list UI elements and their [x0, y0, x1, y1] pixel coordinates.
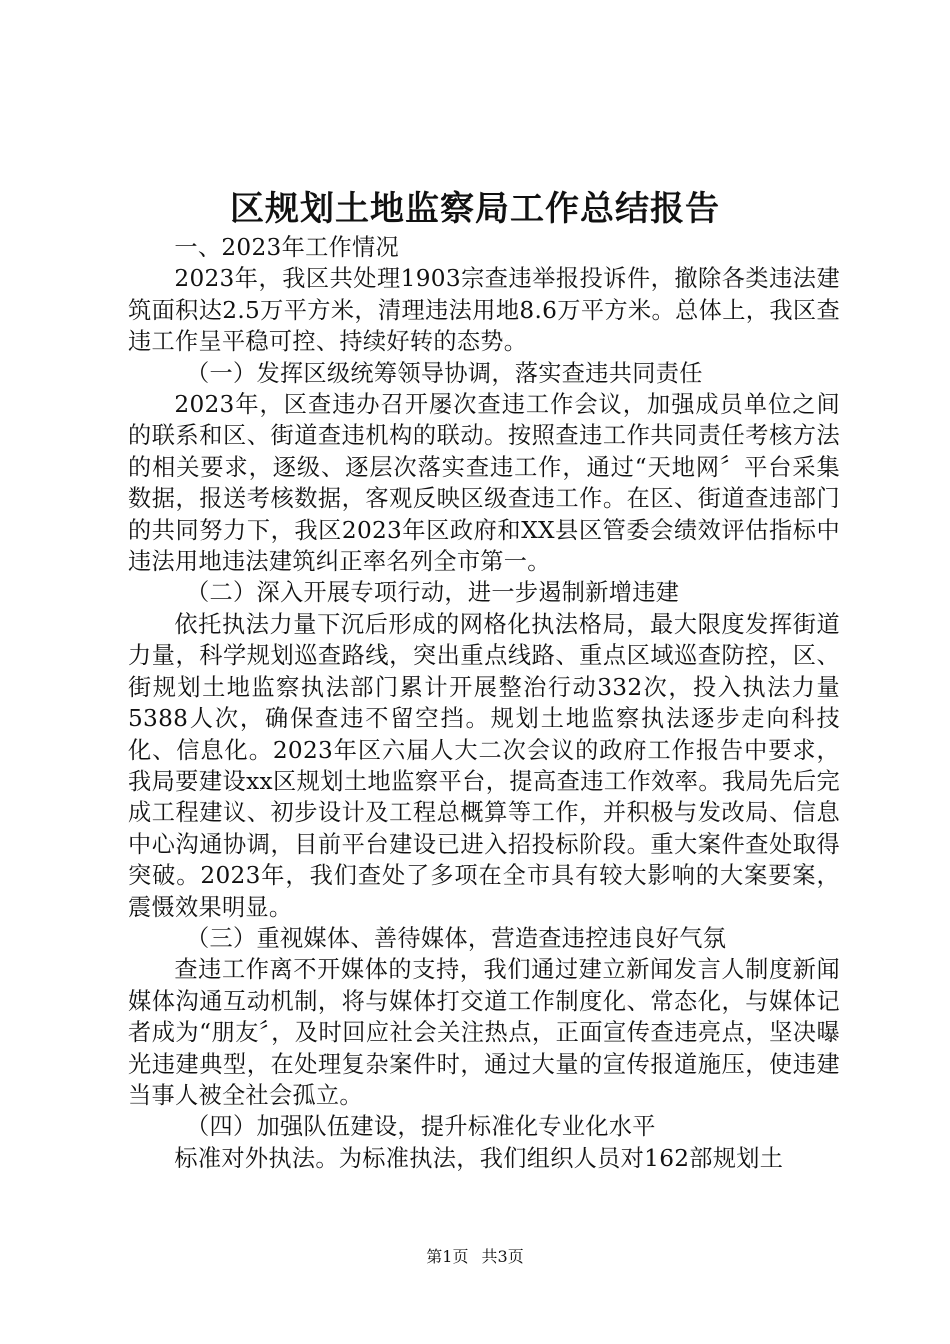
subsection-heading: （一）发挥区级统筹领导协调，落实查违共同责任	[186, 359, 703, 387]
page-total: 共3页	[481, 1247, 524, 1266]
paragraph: 标准对外执法。为标准执法，我们组织人员对162部规划土	[174, 1144, 784, 1172]
page-footer	[0, 1246, 950, 1268]
subsection-heading: （二）深入开展专项行动，进一步遏制新增违建	[186, 579, 680, 607]
subsection-heading: （三）重视媒体、善待媒体，营造查违控违良好气氛	[186, 924, 727, 952]
section-heading: 一、2023年工作情况	[174, 234, 400, 261]
paragraph: 依托执法力量下沉后形成的网格化执法格局，最大限度发挥街道力量，科学规划巡查路线，突出重点线路、重点区域巡查防控，区、街规划土地监察执法部门累计开展整治行动332次，投入执法力量5388人次，确保查违不留空挡。规划土地监察执法逐步走向科技化、信息化。2023年区六届人大二次会议的政府工作报告中要求，我局要建设xx区规划土地监察平台，提高查违工作效率。我局先后完成工程建议、初步设计及工程总概算等工作，并积极与发改局、信息中心沟通协调，目前平台建设已进入招投标阶段。重大案件查处取得突破。2023年，我们查处了多项在全市具有较大影响的大案要案，震慑效果明显。	[128, 610, 840, 921]
paragraph: 2023年，我区共处理1903宗查违举报投诉件，撤除各类违法建筑面积达2.5万平方米，清理违法用地8.6万平方米。总体上，我区查违工作呈平稳可控、持续好转的态势。	[128, 265, 840, 356]
page-number: 第1页	[426, 1247, 469, 1266]
document-title: 区规划土地监察局工作总结报告	[230, 189, 720, 229]
paragraph: 查违工作离不开媒体的支持，我们通过建立新闻发言人制度新闻媒体沟通互动机制，将与媒体打交道工作制度化、常态化，与媒体记者成为“朋友〞，及时回应社会关注热点，正面宣传查违亮点，坚决曝光违建典型，在处理复杂案件时，通过大量的宣传报道施压，使违建当事人被全社会孤立。	[128, 956, 840, 1109]
paragraph: 2023年，区查违办召开屡次查违工作会议，加强成员单位之间的联系和区、街道查违机构的联动。按照查违工作共同责任考核方法的相关要求，逐级、逐层次落实查违工作，通过“天地网〞平台采集数据，报送考核数据，客观反映区级查违工作。在区、街道查违部门的共同努力下，我区2023年区政府和XX县区管委会绩效评估指标中违法用地违法建筑纠正率名列全市第一。	[128, 391, 840, 576]
document-body	[128, 232, 840, 1174]
subsection-heading: （四）加强队伍建设，提升标准化专业化水平	[186, 1113, 656, 1141]
